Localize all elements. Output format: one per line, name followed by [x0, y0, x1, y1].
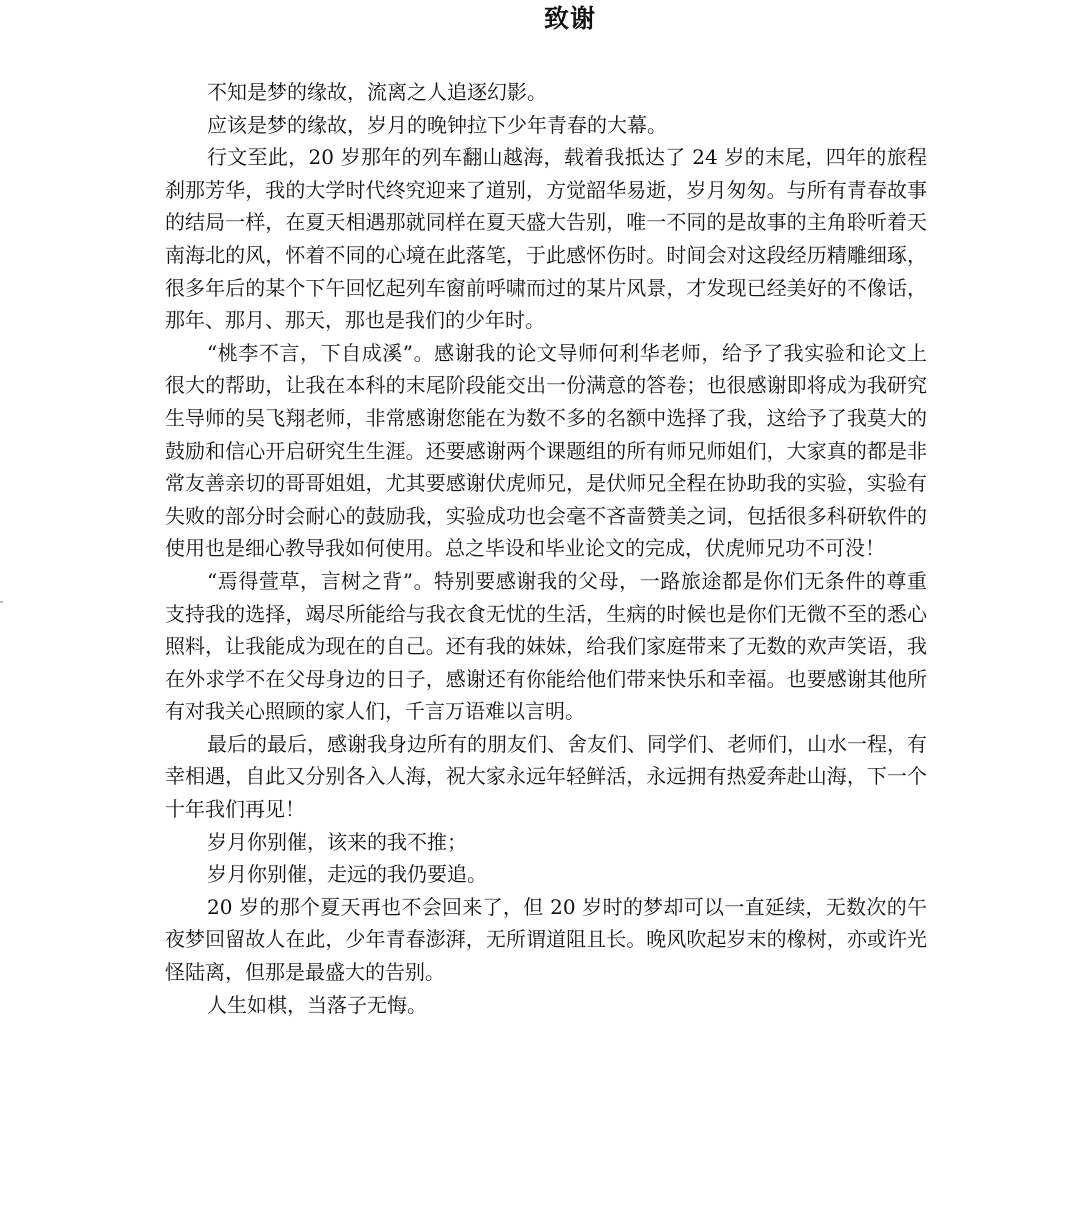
paragraph: “焉得萱草，言树之背”。特别要感谢我的父母，一路旅途都是你们无条件的尊重支持我的选择，竭尽所能给与我衣食无忧的生活，生病的时候也是你们无微不至的悉心照料，让我能成为现在的自己。还有我的妹妹，给我们家庭带来了无数的欢声笑语，我在外求学不在父母身边的日子，感谢还有你能给他们带来快乐和幸福。也要感谢其他所有对我关心照顾的家人们，千言万语难以言明。: [165, 568, 927, 724]
acknowledgement-body: [165, 76, 927, 1021]
paragraph: 岁月你别催，走远的我仍要追。: [207, 862, 487, 887]
paragraph: 岁月你别催，该来的我不推；: [207, 829, 467, 854]
paragraph: 不知是梦的缘故，流离之人追逐幻影。: [207, 80, 547, 104]
paragraph: 应该是梦的缘故，岁月的晚钟拉下少年青春的大幕。: [207, 112, 667, 137]
paragraph: 人生如棋，当落子无悔。: [207, 992, 427, 1017]
page-title: 致谢: [543, 4, 596, 33]
paragraph: 行文至此，20 岁那年的列车翻山越海，载着我抵达了 24 岁的末尾，四年的旅程刹那芳华，我的大学时代终究迎来了道别，方觉韶华易逝，岁月匆匆。与所有青春故事的结局一样，在夏天相遇那就同样在夏天盛大告别，唯一不同的是故事的主角聆听着天南海北的风，怀着不同的心境在此落笔，于此感怀伤时。时间会对这段经历精雕细琢，很多年后的某个下午回忆起列车窗前呼啸而过的某片风景，才发现已经美好的不像话，那年、那月、那天，那也是我们的少年时。: [165, 145, 927, 333]
margin-mark: [0, 601, 3, 603]
paragraph: “桃李不言，下自成溪”。感谢我的论文导师何利华老师，给予了我实验和论文上很大的帮助，让我在本科的末尾阶段能交出一份满意的答卷；也很感谢即将成为我研究生导师的吴飞翔老师，非常感谢您能在为数不多的名额中选择了我，这给予了我莫大的鼓励和信心开启研究生生涯。还要感谢两个课题组的所有师兄师姐们，大家真的都是非常友善亲切的哥哥姐姐，尤其要感谢伏虎师兄，是伏师兄全程在协助我的实验，实验有失败的部分时会耐心的鼓励我，实验成功也会毫不吝啬赞美之词，包括很多科研软件的使用也是细心教导我如何使用。总之毕设和毕业论文的完成，伏虎师兄功不可没！: [165, 340, 927, 561]
paragraph: 最后的最后，感谢我身边所有的朋友们、舍友们、同学们、老师们，山水一程，有幸相遇，自此又分别各入人海，祝大家永远年轻鲜活，永远拥有热爱奔赴山海，下一个十年我们再见！: [165, 731, 927, 822]
paragraph: 20 岁的那个夏天再也不会回来了，但 20 岁时的梦却可以一直延续，无数次的午夜梦回留故人在此，少年青春澎湃，无所谓道阻且长。晚风吹起岁末的橡树，亦或许光怪陆离，但那是最盛大的告别。: [165, 894, 927, 985]
